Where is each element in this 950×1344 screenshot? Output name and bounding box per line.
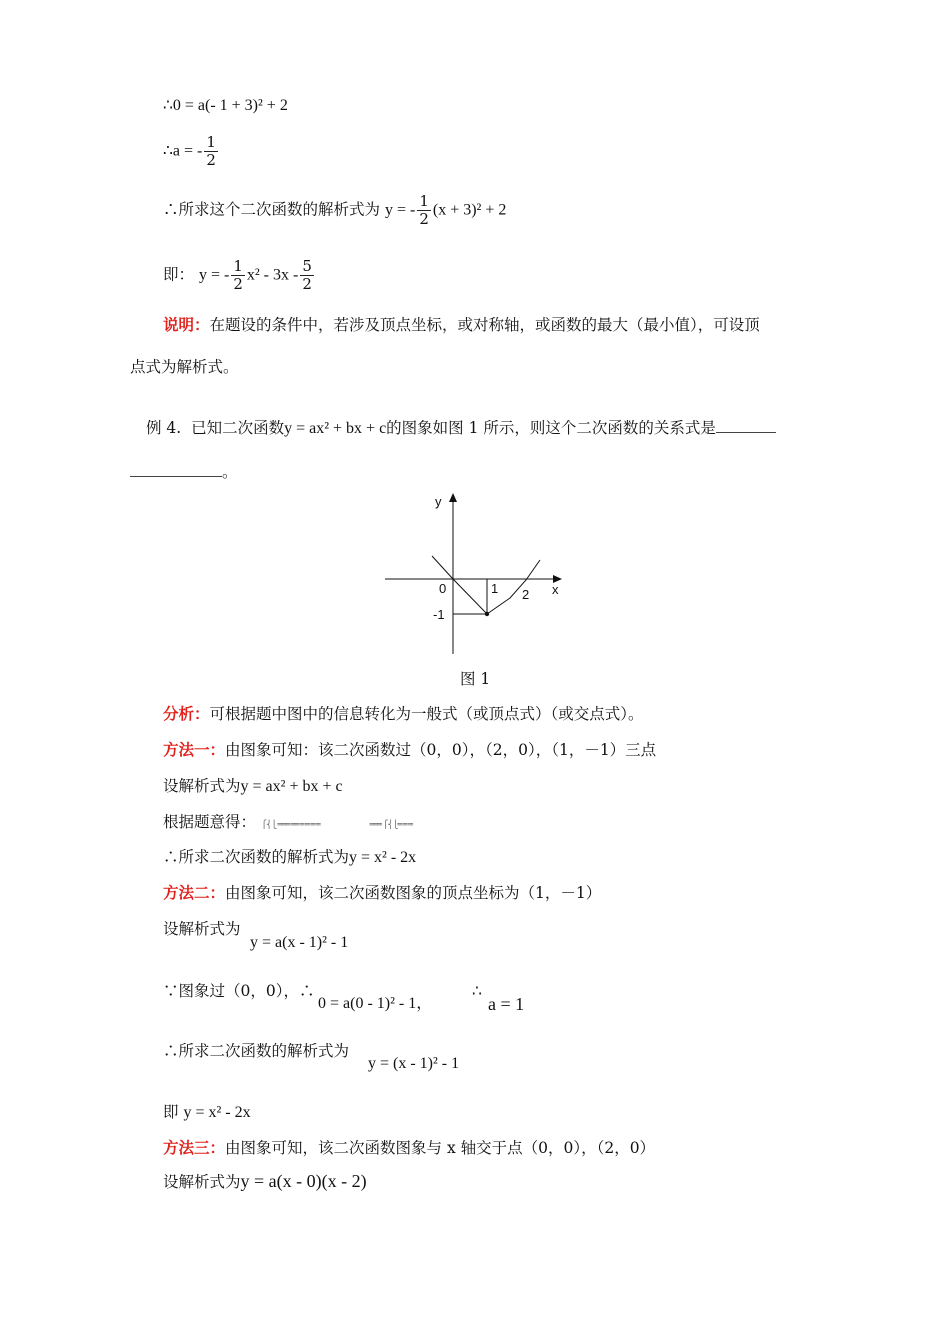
fraction: $\frac{1}{2}$ [233,257,243,293]
parabola-curve [432,556,540,614]
y-axis-arrow [449,493,457,502]
method-2-set-prefix: 设解析式为 [163,920,241,938]
method-2-therefore: ∴ [472,982,482,1000]
solution-system-image: ═══ ⎧⎨⎩═ ═ ═ [369,820,412,829]
method-2-pass-formula: 0 = a(0 - 1)² - 1， [318,995,433,1012]
fraction: $\frac{1}{2}$ [419,192,429,228]
method-3: 方法三：由图象可知，该二次函数图象与 x 轴交于点（0，0），（2，0） [163,1138,656,1157]
parabola-figure [380,488,570,660]
method-1-result: ∴所求二次函数的解析式为y = x² - 2x [163,848,417,866]
note-line-1: 说明：在题设的条件中，若涉及顶点坐标，或对称轴，或函数的最大（最小值），可设顶 [163,315,760,334]
vertex-point [485,612,489,616]
method-2-set-formula: y = a(x - 1)² - 1 [250,934,349,951]
step-3: ∴所求这个二次函数的解析式为 y = - $\frac{1}{2}$ (x + 3)² + 2 [163,192,507,228]
y-axis-label: y [435,494,442,509]
origin-label: 0 [439,581,447,596]
note-line-2: 点式为解析式。 [130,358,239,376]
step-2: ∴a = - $\frac{1}{2}$ [163,133,216,169]
step-4: 即： y = - $\frac{1}{2}$ x² - 3x - $\frac{5}{2}$ [163,257,312,293]
x-tick-1: 1 [491,581,499,596]
x-tick-2: 2 [522,587,530,602]
x-axis-label: x [552,582,559,597]
example-4-cont: 。 [130,460,238,483]
y-tick: -1 [433,607,445,622]
method-2-a-value: a = 1 [488,994,525,1014]
method-2: 方法二：由图象可知，该二次函数图象的顶点坐标为（1，－1） [163,883,602,902]
step-1: ∴0 = a(- 1 + 3)² + 2 [163,96,288,114]
fraction: $\frac{5}{2}$ [302,257,312,293]
answer-blank[interactable] [716,416,776,433]
method-1-set: 设解析式为y = ax² + bx + c [163,777,343,795]
method-2-final: 即 y = x² - 2x [163,1103,251,1121]
method-1: 方法一：由图象可知：该二次函数过（0，0），（2，0），（1，－1）三点 [163,740,657,759]
method-2-result-prefix: ∴所求二次函数的解析式为 [163,1042,350,1060]
equation-system-image: ⎧⎨⎩ ═══ ══ ═ ═ ═ ═ [260,820,320,829]
figure-caption: 图 1 [460,670,491,688]
example-4: 例 4. 已知二次函数y = ax² + bx + c的图象如图 1 所示，则这个二次函数的关系式是 [146,416,776,440]
fraction: $\frac{1}{2}$ [206,133,216,169]
analysis: 分析：可根据题中图中的信息转化为一般式（或顶点式）（或交点式）。 [163,704,644,723]
method-1-system: 根据题意得： ⎧⎨⎩ ═══ ══ ═ ═ ═ ═ ═══ ⎧⎨⎩═ ═ ═ [163,813,412,831]
method-3-set: 设解析式为y = a(x - 0)(x - 2) [163,1171,367,1191]
method-2-result: y = (x - 1)² - 1 [368,1055,460,1072]
method-2-pass: ∵图象过（0，0），∴ [163,982,315,1000]
answer-blank-cont[interactable] [130,460,222,477]
